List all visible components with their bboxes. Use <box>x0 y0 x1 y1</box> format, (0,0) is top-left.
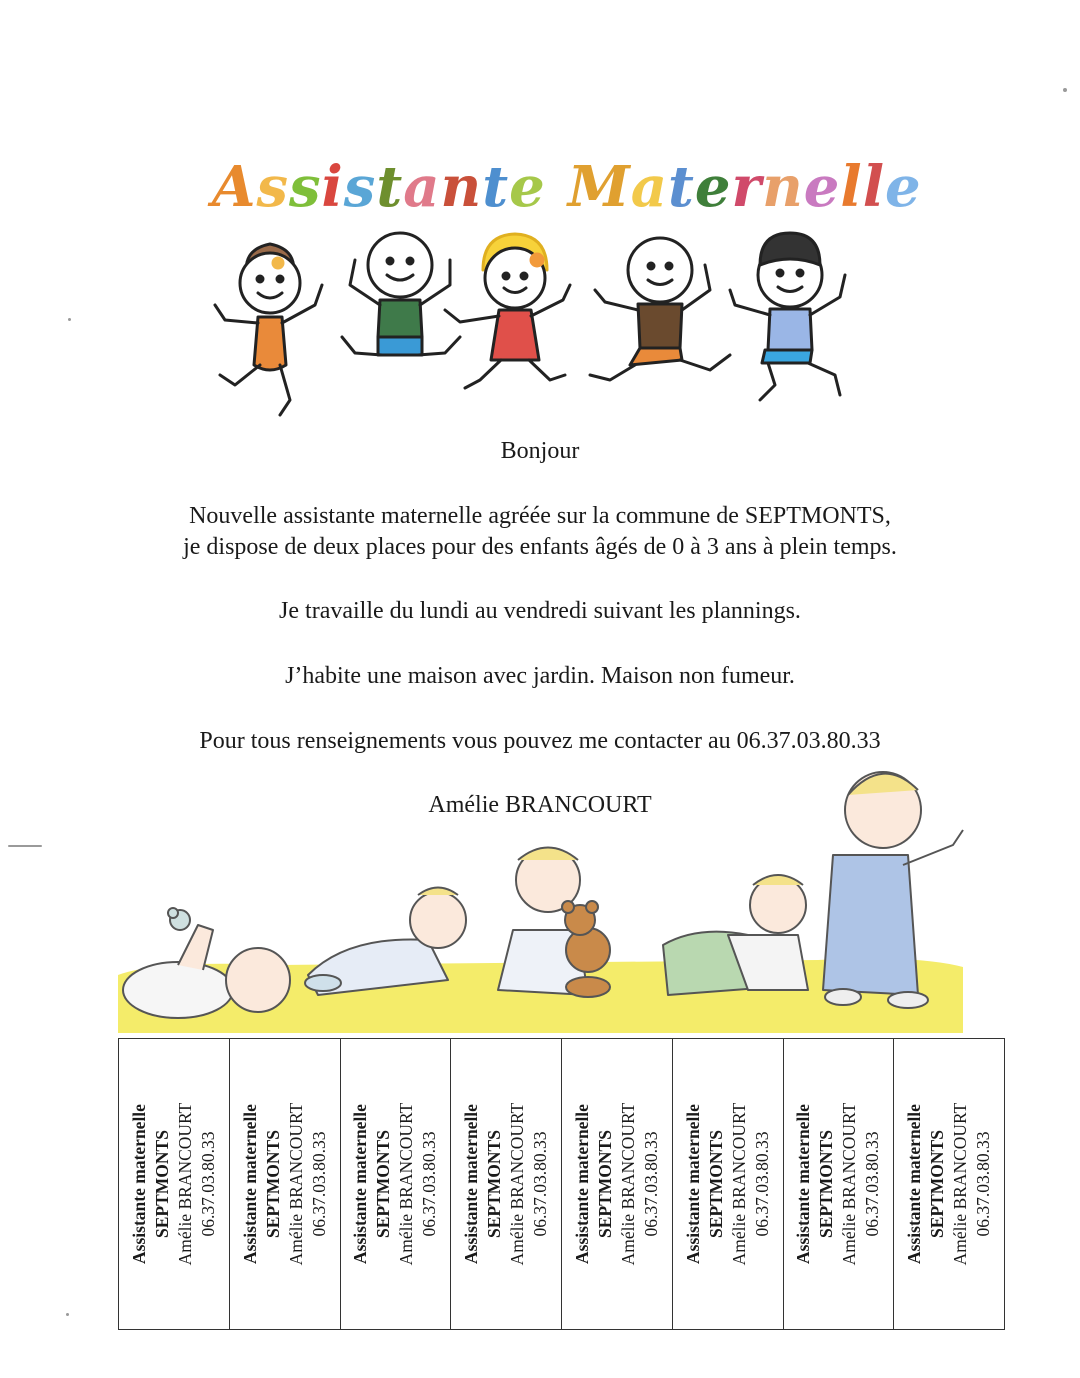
child-figure <box>215 244 322 415</box>
tear-off-tab[interactable] <box>672 1038 783 1330</box>
tab-line2: SEPTMONTS <box>816 1130 837 1238</box>
contact-text: Pour tous renseignements vous pouvez me contacter au 06.37.03.80.33 <box>199 728 881 754</box>
tear-off-tab[interactable] <box>893 1038 1005 1330</box>
title-letter: s <box>256 154 289 220</box>
tab-contact-info <box>792 1054 884 1314</box>
scan-speck <box>8 845 42 847</box>
title-letter: t <box>482 154 510 220</box>
tab-line1: Assistante maternelle <box>350 1104 371 1264</box>
tab-line3: Amélie BRANCOURT <box>174 1102 195 1266</box>
tab-line2: SEPTMONTS <box>484 1130 505 1238</box>
tab-contact-info <box>903 1054 995 1314</box>
title-letter: n <box>440 154 483 220</box>
tab-line3: Amélie BRANCOURT <box>839 1102 860 1266</box>
tab-line2: SEPTMONTS <box>594 1130 615 1238</box>
tab-line1: Assistante maternelle <box>461 1104 482 1264</box>
tab-contact-info <box>460 1054 552 1314</box>
title-letter: a <box>403 154 441 220</box>
tab-line4: 06.37.03.80.33 <box>419 1131 440 1237</box>
tear-off-tab[interactable] <box>783 1038 894 1330</box>
scan-speck <box>66 1313 69 1316</box>
tab-line4: 06.37.03.80.33 <box>308 1131 329 1237</box>
title-letter: A <box>212 154 257 220</box>
title-letter: l <box>840 154 863 220</box>
title-letter: s <box>288 154 322 220</box>
scan-speck <box>68 318 71 321</box>
child-figure <box>342 233 460 355</box>
tab-line3: Amélie BRANCOURT <box>285 1102 306 1266</box>
tab-line1: Assistante maternelle <box>571 1104 592 1264</box>
title-letter: r <box>731 154 763 220</box>
title-letter: l <box>862 154 885 220</box>
tab-line1: Assistante maternelle <box>904 1104 925 1264</box>
teddy-bear-icon <box>562 901 610 997</box>
tab-line3: Amélie BRANCOURT <box>396 1102 417 1266</box>
tab-line2: SEPTMONTS <box>373 1130 394 1238</box>
baby-crawling <box>663 875 808 995</box>
tab-line4: 06.37.03.80.33 <box>862 1131 883 1237</box>
title-letter: n <box>762 154 804 220</box>
tab-line1: Assistante maternelle <box>128 1104 149 1264</box>
jumping-children-illustration <box>210 225 860 430</box>
baby-crawling <box>305 888 466 996</box>
tab-line2: SEPTMONTS <box>262 1130 283 1238</box>
intro-line: je dispose de deux places pour des enfants âgés de 0 à 3 ans à plein temps. <box>183 534 897 560</box>
flyer-title <box>212 152 922 222</box>
tab-line2: SEPTMONTS <box>705 1130 726 1238</box>
tab-line2: SEPTMONTS <box>151 1130 172 1238</box>
tab-line4: 06.37.03.80.33 <box>197 1131 218 1237</box>
title-letter: t <box>376 154 404 220</box>
baby-lying <box>123 908 290 1018</box>
schedule-text: Je travaille du lundi au vendredi suivant les plannings. <box>279 598 801 624</box>
signature: Amélie BRANCOURT <box>428 792 652 818</box>
title-letter: s <box>343 154 377 220</box>
tab-contact-info <box>682 1054 774 1314</box>
home-text: J’habite une maison avec jardin. Maison non fumeur. <box>285 663 795 689</box>
tab-contact-info <box>349 1054 441 1314</box>
intro-paragraph <box>100 501 980 563</box>
tab-line3: Amélie BRANCOURT <box>950 1102 971 1266</box>
title-letter: e <box>803 154 841 220</box>
tab-line1: Assistante maternelle <box>682 1104 703 1264</box>
tab-line1: Assistante maternelle <box>239 1104 260 1264</box>
scan-speck <box>1063 88 1067 92</box>
tear-off-tab[interactable] <box>450 1038 561 1330</box>
tab-contact-info <box>571 1054 663 1314</box>
title-letter: a <box>630 154 669 220</box>
tab-line1: Assistante maternelle <box>793 1104 814 1264</box>
intro-line: Nouvelle assistante maternelle agréée sur la commune de SEPTMONTS, <box>189 503 891 529</box>
title-letter: e <box>694 154 732 220</box>
tab-line3: Amélie BRANCOURT <box>507 1102 528 1266</box>
tear-off-tab[interactable] <box>561 1038 672 1330</box>
title-letter: e <box>509 154 546 220</box>
tab-line4: 06.37.03.80.33 <box>751 1131 772 1237</box>
tear-off-tab[interactable] <box>229 1038 340 1330</box>
tab-line2: SEPTMONTS <box>927 1130 948 1238</box>
tab-line3: Amélie BRANCOURT <box>617 1102 638 1266</box>
child-figure <box>590 238 730 380</box>
title-letter: M <box>567 154 631 220</box>
tab-line4: 06.37.03.80.33 <box>530 1131 551 1237</box>
child-figure <box>730 233 845 400</box>
child-figure <box>445 234 570 388</box>
tab-line3: Amélie BRANCOURT <box>728 1102 749 1266</box>
tab-line4: 06.37.03.80.33 <box>973 1131 994 1237</box>
tab-line4: 06.37.03.80.33 <box>640 1131 661 1237</box>
tear-off-tab[interactable] <box>118 1038 229 1330</box>
title-letter: e <box>884 154 922 220</box>
baby-growth-illustration <box>118 755 968 1040</box>
title-letter: i <box>321 154 344 220</box>
greeting: Bonjour <box>500 438 580 464</box>
tear-off-tabs <box>118 1038 1005 1330</box>
tab-contact-info <box>128 1054 220 1314</box>
tear-off-tab[interactable] <box>340 1038 451 1330</box>
title-letter: t <box>668 154 695 220</box>
tab-contact-info <box>239 1054 331 1314</box>
